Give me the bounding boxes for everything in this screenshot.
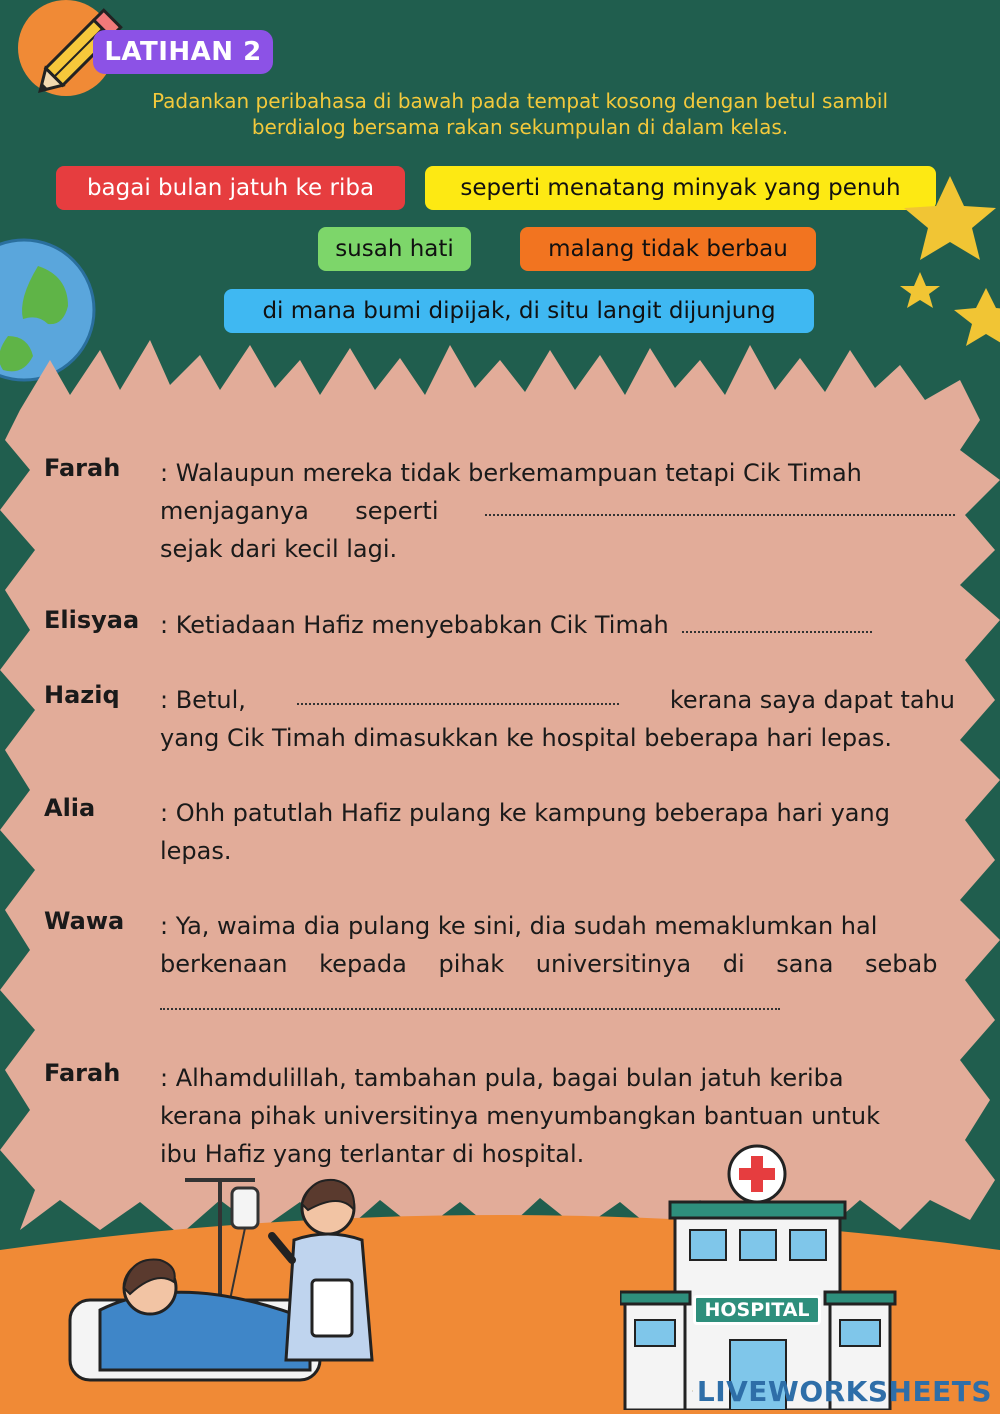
speaker-name: Alia	[44, 794, 96, 822]
instructions	[60, 88, 980, 140]
dialogue-line: sejak dari kecil lagi.	[160, 535, 398, 563]
dialogue-line: : Alhamdulillah, tambahan pula, bagai bulan jatuh keriba	[160, 1064, 844, 1092]
answer-blank[interactable]	[682, 609, 872, 633]
speaker-name: Farah	[44, 1059, 121, 1087]
answer-chip-bulan[interactable]: bagai bulan jatuh ke riba	[56, 166, 405, 210]
dialogue-text: : Ketiadaan Hafiz menyebabkan Cik Timah	[160, 611, 669, 639]
dialogue-text: kerana saya dapat tahu	[669, 686, 955, 714]
answer-blank[interactable]	[297, 681, 619, 705]
dialogue-line: : Walaupun mereka tidak berkemampuan tetapi Cik Timah	[160, 459, 862, 487]
dialogue-line: yang Cik Timah dimasukkan ke hospital beberapa hari lepas.	[160, 724, 892, 752]
liveworksheets-logo-icon	[692, 1379, 693, 1403]
answer-chip-bumi-dipijak[interactable]: di mana bumi dipijak, di situ langit dijunjung	[224, 289, 814, 333]
dialogue-line: : Ohh patutlah Hafiz pulang ke kampung beberapa hari yang	[160, 799, 890, 827]
stars-decoration	[890, 176, 1000, 356]
dialogue-text: seperti	[355, 497, 439, 525]
dialogue-line: ibu Hafiz yang terlantar di hospital.	[160, 1140, 585, 1168]
dialogue-line	[160, 606, 955, 644]
answer-chip-susah-hati[interactable]: susah hati	[318, 227, 471, 271]
page-title: LATIHAN 2	[93, 30, 273, 74]
dialogue-line: berkenaan kepada pihak universitinya di sana sebab	[160, 950, 938, 978]
speaker-name: Farah	[44, 454, 121, 482]
hospital-sign: HOSPITAL	[693, 1295, 821, 1325]
answer-chip-malang[interactable]: malang tidak berbau	[520, 227, 816, 271]
instruction-line: Padankan peribahasa di bawah pada tempat kosong dengan betul sambil	[151, 89, 889, 113]
dialogue-line	[160, 681, 955, 719]
dialogue-text: : Betul,	[160, 686, 246, 714]
watermark-text: LIVEWORKSHEETS	[696, 1374, 992, 1408]
dialogue-line	[160, 492, 955, 530]
speaker-name: Wawa	[44, 907, 125, 935]
patient-nurse-illustration	[60, 1170, 390, 1400]
dialogue-line	[160, 983, 955, 1021]
dialogue-line: : Ya, waima dia pulang ke sini, dia sudah memaklumkan hal	[160, 912, 878, 940]
dialogue-line: lepas.	[160, 837, 232, 865]
liveworksheets-watermark	[692, 1372, 992, 1410]
speaker-name: Elisyaa	[44, 606, 140, 634]
hospital-icon	[620, 1140, 900, 1410]
speaker-name: Haziq	[44, 681, 120, 709]
dialogue-text: menjaganya	[160, 497, 309, 525]
answer-chip-menatang[interactable]: seperti menatang minyak yang penuh	[425, 166, 936, 210]
answer-blank[interactable]	[160, 986, 780, 1010]
answer-blank[interactable]	[485, 492, 955, 516]
instruction-line: berdialog bersama rakan sekumpulan di dalam kelas.	[251, 115, 789, 139]
dialogue-line: kerana pihak universitinya menyumbangkan bantuan untuk	[160, 1102, 881, 1130]
